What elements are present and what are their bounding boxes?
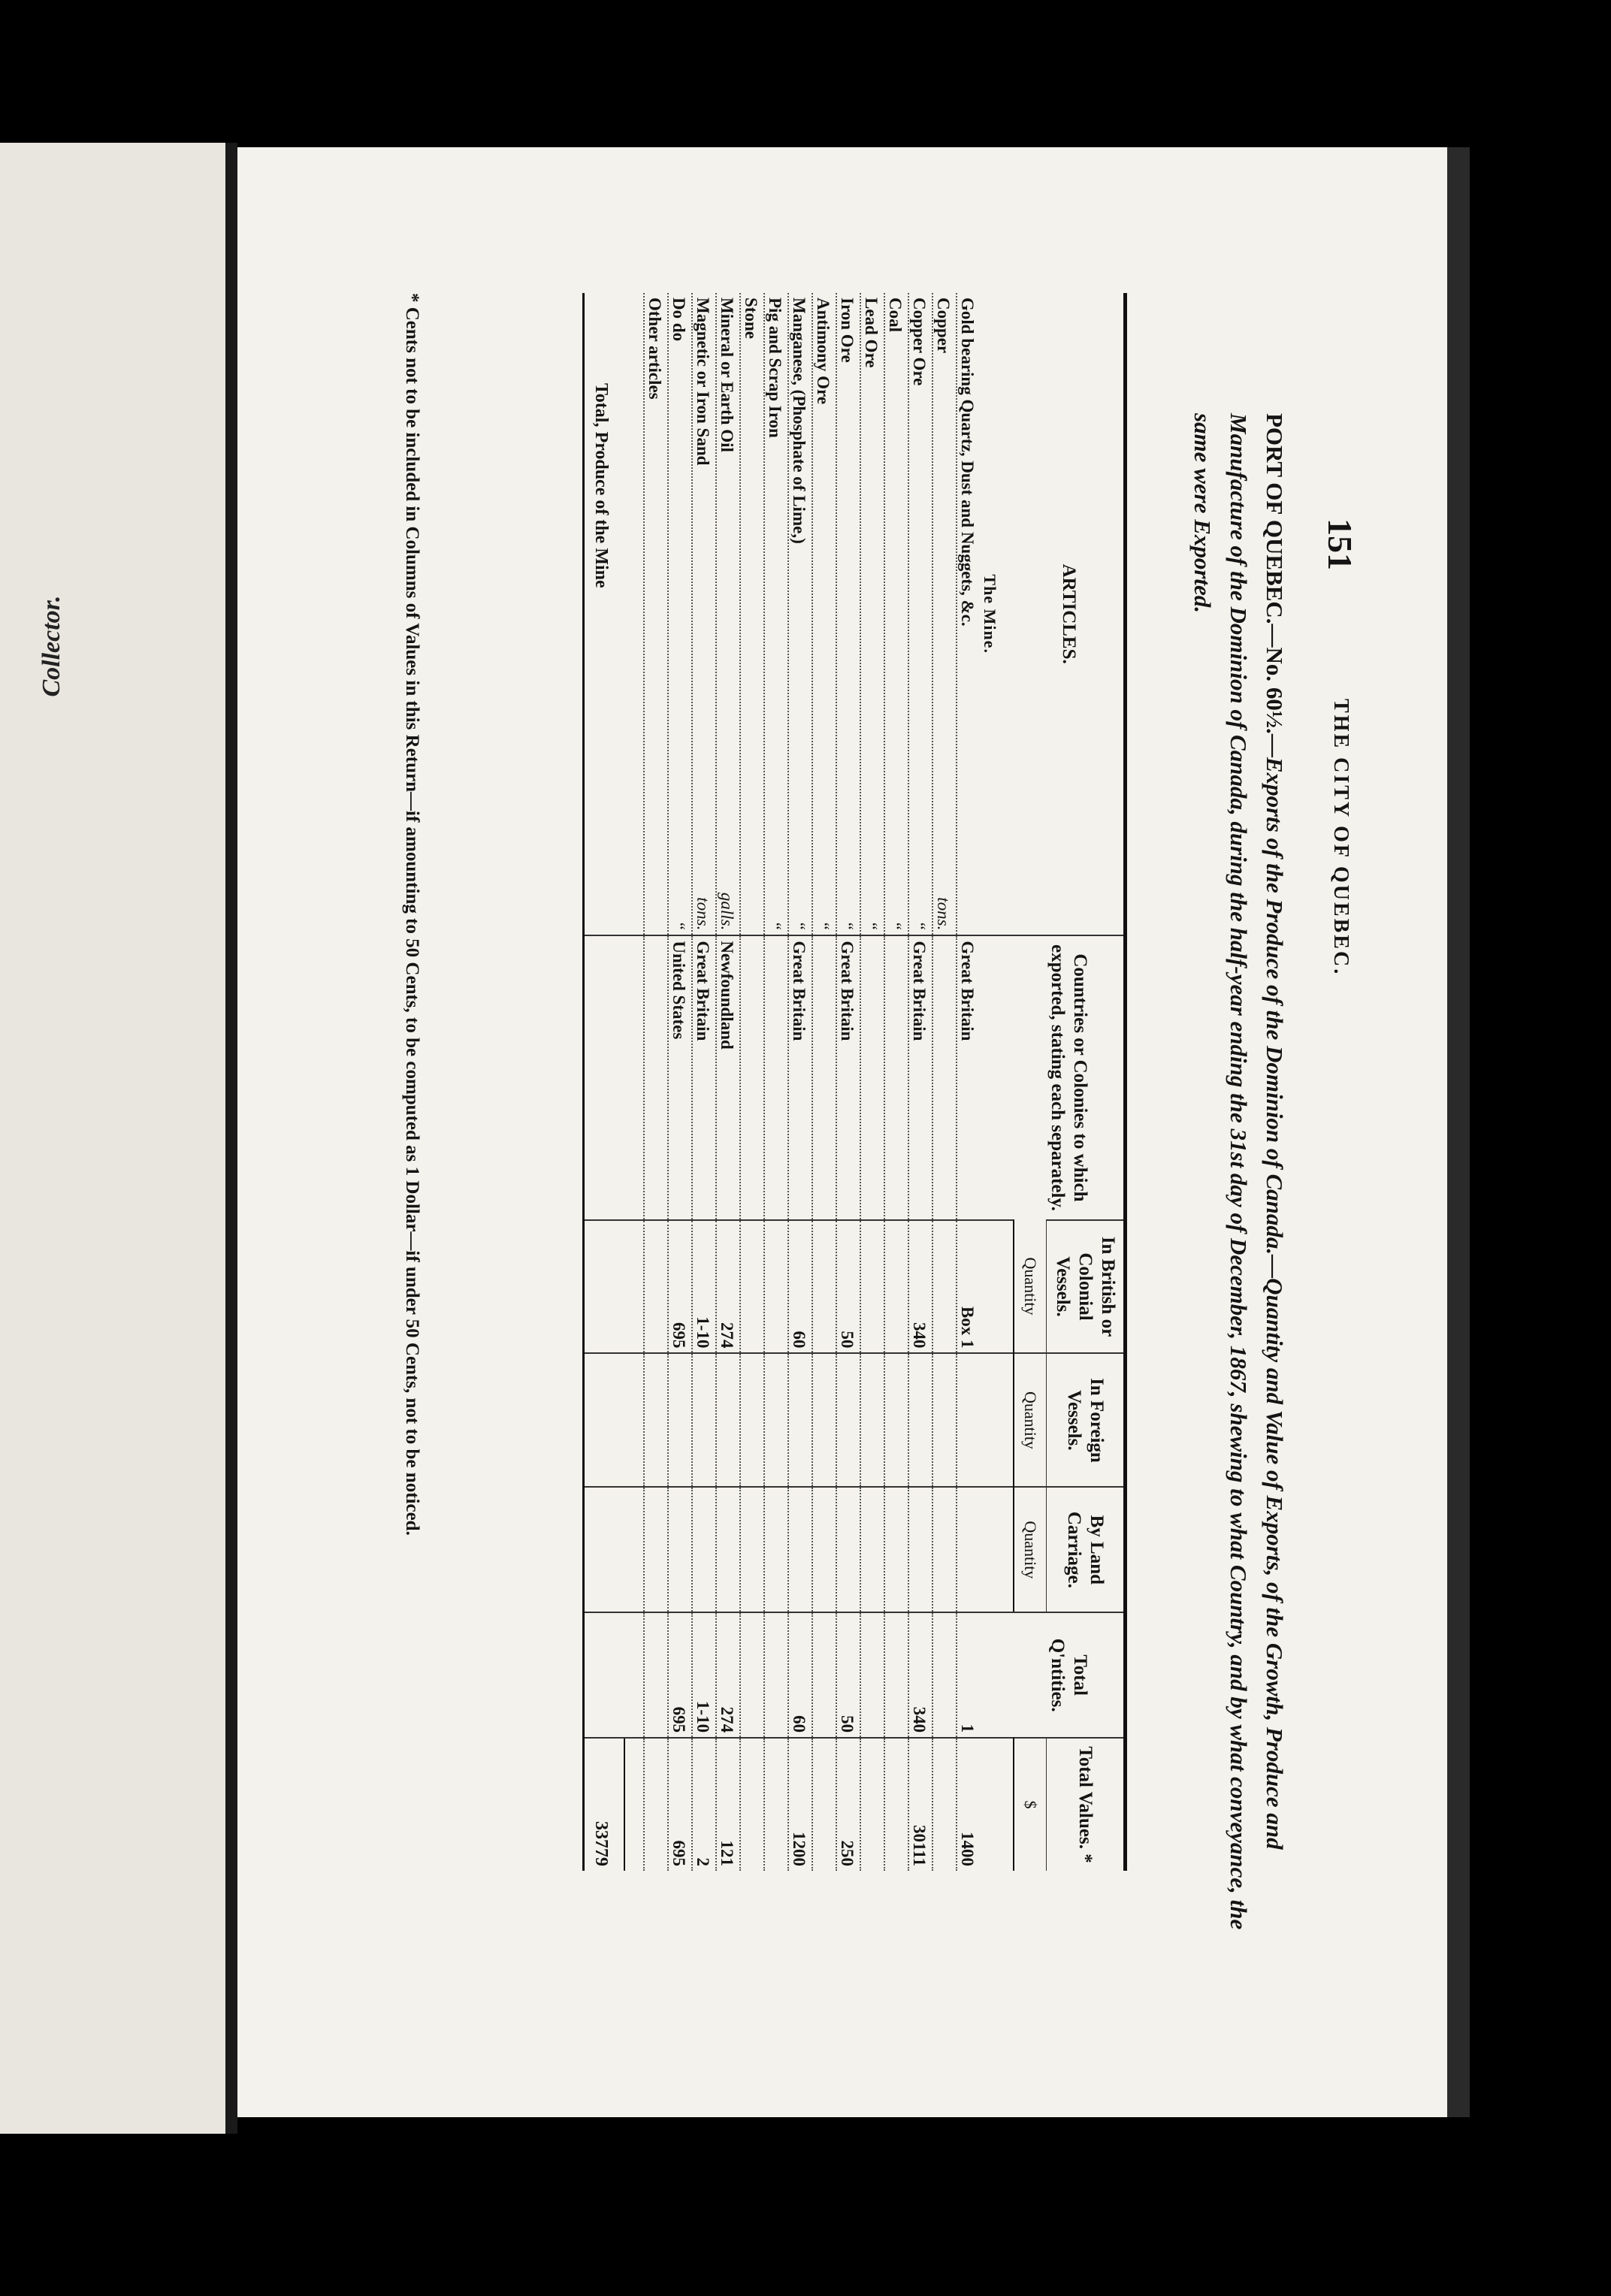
header-land: By Land Carriage. [1047,1487,1126,1612]
total-q-cell [860,1612,884,1738]
article-unit: “ [838,920,857,931]
table-row [740,293,764,1871]
table-row [836,293,860,1871]
total-v-cell [932,1738,957,1871]
article-name: Iron Ore [838,298,857,363]
country-cell [764,935,788,1219]
article-cell [884,293,908,935]
foreign-cell [644,1353,668,1487]
article-cell [957,293,980,935]
table-caption [1184,413,1292,1931]
article-name: Pig and Scrap Iron [766,298,784,438]
total-q-cell [764,1612,788,1738]
total-label: Total, Produce of the Mine [591,383,611,588]
article-name: Manganese, (Phosphate of Lime,) [790,298,809,544]
total-v-cell: 1400 [957,1738,980,1871]
header-countries: Countries or Colonies to which exported, stating each separately. [1014,935,1126,1219]
table-bottom-rule [584,293,591,1871]
table-row [884,293,908,1871]
running-head [1307,293,1359,1871]
page-edge [1447,147,1470,2117]
land-cell [836,1487,860,1612]
country-cell: Great Britain [836,935,860,1219]
table-row [764,293,788,1871]
subheader-quantity: Quantity [1014,1353,1047,1487]
table-row [860,293,884,1871]
article-name: Stone [742,298,760,339]
foreign-cell [884,1353,908,1487]
table-row [957,293,980,1871]
british-cell [644,1220,668,1354]
british-cell: 274 [716,1220,740,1354]
foreign-cell [908,1353,932,1487]
spacer-row [624,293,644,1871]
british-cell: 340 [908,1220,932,1354]
land-cell [812,1487,836,1612]
land-cell [644,1487,668,1612]
total-v-cell: 1200 [788,1738,812,1871]
foreign-cell [764,1353,788,1487]
article-unit: tons. [694,897,712,931]
exports-table-wrap [582,293,1127,1871]
foreign-cell [740,1353,764,1487]
article-name: Copper Ore [910,298,929,386]
land-cell [740,1487,764,1612]
total-v-cell: 250 [836,1738,860,1871]
total-q-cell [884,1612,908,1738]
article-cell [764,293,788,935]
article-name: Lead Ore [862,298,881,368]
total-v-cell: 2 [692,1738,716,1871]
total-v-cell: 30111 [908,1738,932,1871]
table-row [812,293,836,1871]
article-unit: “ [886,920,905,931]
land-cell [908,1487,932,1612]
total-q-cell [740,1612,764,1738]
article-name: Mineral or Earth Oil [718,298,736,452]
british-cell [860,1220,884,1354]
foreign-cell [692,1353,716,1487]
article-unit: “ [766,920,784,931]
table-row [668,293,692,1871]
caption-lead: PORT OF QUEBEC.—No. 60½.— [1262,413,1288,757]
total-q-cell [812,1612,836,1738]
header-british: In British or Colonial Vessels. [1047,1220,1126,1354]
country-cell [860,935,884,1219]
article-unit: “ [669,920,688,931]
total-v-cell: 695 [668,1738,692,1871]
foreign-cell [788,1353,812,1487]
table-row [644,293,668,1871]
table-body [584,293,1014,1871]
british-cell [884,1220,908,1354]
country-cell [932,935,957,1219]
total-q-cell [644,1612,668,1738]
caption-text: Exports of the Produce of the Dominion of Canada.—Quantity and Value of Exports, of the Growth, Produce and Manufacture of the Dominion of Canada, during the half-year ending the 31st day of December, 1867, shewing to what Country, and by what conveyance, the same were Exported. [1189,413,1288,1930]
total-v-cell: 121 [716,1738,740,1871]
british-cell [740,1220,764,1354]
total-q-cell: 60 [788,1612,812,1738]
subheader-quantity: Quantity [1014,1487,1047,1612]
facing-page [0,143,225,2134]
table-row [932,293,957,1871]
british-cell [812,1220,836,1354]
page-number: 151 [1321,518,1359,570]
country-cell [884,935,908,1219]
article-name: Do do [669,298,688,342]
total-v-cell [812,1738,836,1871]
land-cell [692,1487,716,1612]
article-cell [716,293,740,935]
article-unit: “ [910,920,929,931]
article-unit: “ [814,920,833,931]
article-name: Other articles [645,298,664,400]
british-cell: 60 [788,1220,812,1354]
exports-table [582,293,1127,1871]
table-row [716,293,740,1871]
land-cell [764,1487,788,1612]
country-cell [740,935,764,1219]
article-cell [812,293,836,935]
british-cell: Box 1 [957,1220,980,1354]
table-row [692,293,716,1871]
country-cell: Great Britain [957,935,980,1219]
foreign-cell [860,1353,884,1487]
land-cell [716,1487,740,1612]
section-heading: The Mine. [981,574,999,654]
header-articles: ARTICLES. [1014,293,1126,935]
article-cell [836,293,860,935]
article-name: Magnetic or Iron Sand [694,298,712,466]
land-cell [932,1487,957,1612]
rotated-page-content [316,293,1359,1930]
country-cell [812,935,836,1219]
total-v-cell [884,1738,908,1871]
country-cell: United States [668,935,692,1219]
article-name: Coal [886,298,905,332]
article-unit: tons. [934,897,953,931]
total-q-cell: 274 [716,1612,740,1738]
country-cell: Great Britain [908,935,932,1219]
british-cell [764,1220,788,1354]
total-v-cell [644,1738,668,1871]
footnote: * Cents not to be included in Columns of Values in this Return—if amounting to 50 Cents, to be computed as 1 Dollar—if under 50 Cents, not to be noticed. [402,293,422,1536]
article-unit: “ [862,920,881,931]
table-row [788,293,812,1871]
land-cell [668,1487,692,1612]
subheader-quantity: Quantity [1014,1220,1047,1354]
land-cell [957,1487,980,1612]
foreign-cell [957,1353,980,1487]
article-cell [644,293,668,935]
total-q-cell: 50 [836,1612,860,1738]
article-cell [908,293,932,935]
article-cell [932,293,957,935]
subheader-currency: $ [1014,1738,1047,1871]
article-unit: “ [790,920,809,931]
article-name: Antimony Ore [814,298,833,405]
total-q-cell: 1-10 [692,1612,716,1738]
header-total-values: Total Values. * [1047,1738,1126,1871]
total-q-cell: 340 [908,1612,932,1738]
total-q-cell: 695 [668,1612,692,1738]
land-cell [884,1487,908,1612]
british-cell [932,1220,957,1354]
land-cell [860,1487,884,1612]
total-v-cell [860,1738,884,1871]
article-cell [740,293,764,935]
gutter [225,143,237,2134]
article-unit: galls. [718,892,736,931]
article-cell [860,293,884,935]
british-cell: 695 [668,1220,692,1354]
foreign-cell [812,1353,836,1487]
country-cell: Newfoundland [716,935,740,1219]
collector-label: Collector. [38,595,65,697]
header-foreign: In Foreign Vessels. [1047,1353,1126,1487]
total-row [591,293,624,1871]
header-total-quantities: Total Q'ntities. [1014,1612,1126,1738]
country-cell [644,935,668,1219]
foreign-cell [836,1353,860,1487]
article-name: Gold bearing Quartz, Dust and Nuggets, &c. [958,298,977,627]
total-v-cell [764,1738,788,1871]
foreign-cell [932,1353,957,1487]
country-cell: Great Britain [788,935,812,1219]
foreign-cell [716,1353,740,1487]
total-value: 33779 [591,1738,624,1871]
country-cell: Great Britain [692,935,716,1219]
running-title: THE CITY OF QUEBEC. [1329,699,1353,977]
article-cell [788,293,812,935]
british-cell: 50 [836,1220,860,1354]
british-cell: 1-10 [692,1220,716,1354]
land-cell [788,1487,812,1612]
total-v-cell [740,1738,764,1871]
article-name: Copper [934,298,953,354]
total-q-cell [932,1612,957,1738]
article-cell [692,293,716,935]
total-q-cell: 1 [957,1612,980,1738]
table-row [908,293,932,1871]
article-cell [668,293,692,935]
foreign-cell [668,1353,692,1487]
